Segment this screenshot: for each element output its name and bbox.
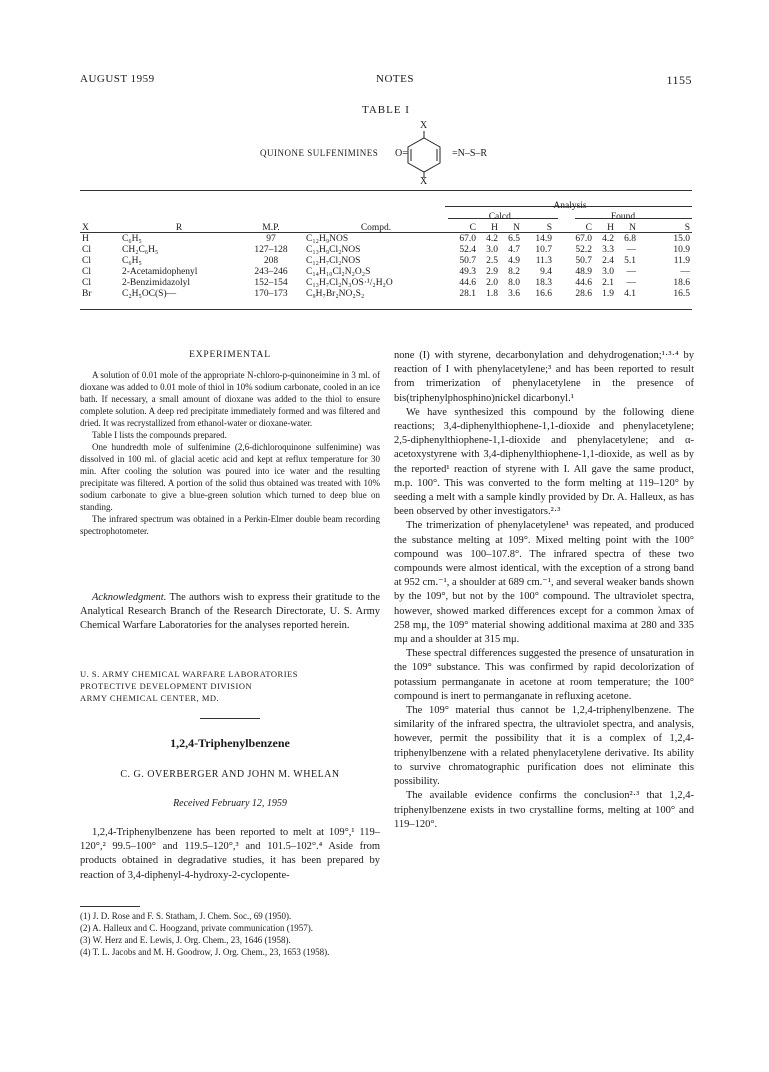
col-header: N — [629, 222, 636, 233]
table-cell: 97 — [266, 233, 276, 244]
experimental-paragraph: Table I lists the compounds prepared. — [92, 430, 227, 440]
col-header: N — [513, 222, 520, 233]
acknowledgment-label: Acknowledgment. — [92, 592, 167, 603]
table-caption: QUINONE SULFENIMINES — [260, 148, 379, 158]
structure-bottom-x: X — [420, 176, 428, 187]
table-cell: 10.9 — [673, 244, 690, 255]
affiliation-line: U. S. ARMY CHEMICAL WARFARE LABORATORIES — [80, 669, 298, 679]
running-header — [80, 73, 692, 87]
table-cell: 127–128 — [254, 244, 288, 255]
table-cell: 9.4 — [540, 266, 552, 277]
table-top-rule — [80, 190, 692, 191]
footnotes — [80, 910, 380, 958]
experimental-paragraph: The infrared spectrum was obtained in a Perkin-Elmer double beam recording spectrophotometer. — [80, 514, 380, 536]
table-cell: 170–173 — [254, 288, 288, 299]
table-cell: 52.4 — [459, 244, 476, 255]
table-row — [80, 277, 692, 288]
col-header: C — [469, 222, 476, 233]
table-cell: Br — [82, 288, 92, 299]
table-cell: — — [626, 266, 636, 277]
footnote: (4) T. L. Jacobs and M. H. Goodrow, J. Org. Chem., 23, 1653 (1958). — [80, 947, 330, 957]
table-title: TABLE I — [362, 104, 410, 116]
col-header: S — [546, 222, 552, 233]
table-cell: 6.8 — [624, 233, 636, 244]
article-divider — [200, 718, 260, 719]
footnote: (1) J. D. Rose and F. S. Statham, J. Chem. Soc., 69 (1950). — [80, 911, 292, 921]
table-cell: Cl — [82, 255, 91, 266]
sulfenimine-table — [80, 200, 692, 299]
table-cell: 243–246 — [254, 266, 288, 277]
table-cell: 16.5 — [673, 288, 690, 299]
table-cell: 10.7 — [535, 244, 552, 255]
table-cell: Cl — [82, 244, 91, 255]
acknowledgment-text: The authors wish to express their gratitude to the Analytical Research Branch of the Research Directorate, U. S. Army Chemical Warfare Laboratories for the analyses reported herein. — [80, 592, 380, 632]
body-paragraph: We have synthesized this compound by the following diene reactions; 3,4-diphenylthiophene-1,1-dioxide and phenylacetylene; 2,5-diphenylthiophene-1,1-dioxide and phenylacetylene; and α-acetoxystyrene with 3,4-diphenylthiophene-1,1-dioxide, as well as by the reported¹ reaction of styrene with I. All gave the same product, m.p. 100°. This was converted to the form melting at 119–120° by seeding a melt with a sample kindly provided by Dr. A. Halleux, as has been observed by other investigators.²·³ — [394, 406, 694, 518]
table-bottom-rule — [80, 309, 692, 310]
table-cell: 18.3 — [535, 277, 552, 288]
experimental-heading: EXPERIMENTAL — [189, 350, 271, 360]
col-header: Compd. — [360, 222, 392, 233]
acknowledgment-section — [80, 591, 380, 634]
body-paragraph: The 109° material thus cannot be 1,2,4-triphenylbenzene. The similarity of the infrared spectra, the ultraviolet spectra, and analysis, however, permit the possibility that it is a complex of 1,2,4-triphenylbenzene with a related phenylacetylene derivative. Its ability to survive chromatographic purification does not eliminate this possibility. — [394, 705, 694, 788]
acknowledgment-paragraph — [80, 591, 380, 634]
article-title: 1,2,4-Triphenylbenzene — [170, 736, 290, 750]
body-paragraph: The available evidence confirms the conclusion²·³ that 1,2,4-triphenylbenzene exists in two crystalline forms, melting at 100° and 119–120°. — [394, 790, 694, 830]
table-cell: 2.1 — [602, 277, 614, 288]
table-cell: 2.4 — [602, 255, 614, 266]
table-cell: H — [82, 233, 89, 244]
table-cell: 2.5 — [486, 255, 498, 266]
table-cell: 44.6 — [575, 277, 592, 288]
table-cell: 4.7 — [508, 244, 520, 255]
analysis-header-row — [80, 200, 692, 211]
table-cell: 44.6 — [459, 277, 476, 288]
footnote: (3) W. Herz and E. Lewis, J. Org. Chem., 23, 1646 (1958). — [80, 935, 291, 945]
table-cell: C₆H₅ — [122, 255, 142, 266]
table-row — [80, 255, 692, 266]
table-cell: 2.9 — [486, 266, 498, 277]
table-cell: 8.0 — [508, 277, 520, 288]
table-cell: 5.1 — [624, 255, 636, 266]
header-date: AUGUST 1959 — [80, 73, 155, 85]
col-header: C — [585, 222, 592, 233]
table-cell: 11.3 — [535, 255, 552, 266]
table-cell: 4.2 — [602, 233, 614, 244]
table-cell: 67.0 — [459, 233, 476, 244]
table-cell: 2-Benzimidazolyl — [122, 277, 191, 288]
table-cell: 28.6 — [575, 288, 592, 299]
body-paragraph: These spectral differences suggested the presence of unsaturation in the 109° substance. This was confirmed by rapid decolorization of potassium permanganate in acetone at room temperature; the 100° compound is inert to permanganate in refluxing acetone. — [394, 648, 694, 702]
calcd-found-header-row — [80, 211, 692, 222]
experimental-paragraph: A solution of 0.01 mole of the appropriate N-chloro-p-quinoneimine in 3 ml. of dioxane was added to 0.01 mole of thiol in 10% sodium carbonate, cooled in an ice bath. If necessary, a small amount of dioxane was added to the thiol to ensure complete solution. A deep red precipitate immediately formed and was filtered and dried. It was recrystallized from ethanol-water or dioxane-water. — [80, 370, 380, 428]
affiliation-line: PROTECTIVE DEVELOPMENT DIVISION — [80, 681, 253, 691]
table-body — [80, 233, 692, 299]
body-paragraph: The trimerization of phenylacetylene¹ was repeated, and produced the substance melting at 109°. Mixed melting point with the 100° compound was 100–107.8°. The infrared spectra of these two compounds were almost identical, with the exception of a strong band at 952 cm.⁻¹, a shoulder at 689 cm.⁻¹, and several weaker bands shown by the 109°, but not by the 100° compound. The ultraviolet spectra, however, showed marked differences except for a common λmax of 258 mμ, the 109° material showing additional maxima at 280 and 335 mμ and a shoulder at 315 mμ. — [394, 520, 694, 646]
table-cell: — — [680, 266, 690, 277]
structure-top-x: X — [420, 120, 428, 131]
table-cell: C₁₂H₉NOS — [306, 233, 349, 244]
table-cell: 50.7 — [575, 255, 592, 266]
col-header: X — [82, 222, 89, 233]
table-cell: 8.2 — [508, 266, 520, 277]
table-cell: C₉H₇Br₂NO₂S₂ — [306, 288, 365, 299]
table-cell: 16.6 — [535, 288, 552, 299]
table-cell: 4.9 — [508, 255, 520, 266]
table-cell: C₂H₅OC(S)— — [122, 288, 177, 299]
table-cell: 4.1 — [624, 288, 636, 299]
footnote: (2) A. Halleux and C. Hoogzand, private communication (1957). — [80, 923, 313, 933]
col-header: H — [491, 222, 498, 233]
table-cell: 6.5 — [508, 233, 520, 244]
table-cell: 3.0 — [486, 244, 498, 255]
table-cell: 49.3 — [459, 266, 476, 277]
table-cell: C₆H₅ — [122, 233, 142, 244]
table-cell: 67.0 — [575, 233, 592, 244]
received-date: Received February 12, 1959 — [173, 798, 287, 809]
table-row — [80, 266, 692, 277]
table-cell: 14.9 — [535, 233, 552, 244]
table-cell: 3.3 — [602, 244, 614, 255]
table-cell: 3.6 — [508, 288, 520, 299]
table-cell: Cl — [82, 277, 91, 288]
table-cell: 4.2 — [486, 233, 498, 244]
structure-right-group: =N–S–R — [452, 148, 488, 159]
right-column — [394, 349, 694, 832]
table-row — [80, 244, 692, 255]
table-cell: Cl — [82, 266, 91, 277]
article-intro — [80, 826, 380, 883]
table-cell: — — [626, 277, 636, 288]
footnote-rule — [80, 906, 140, 907]
col-header: R — [175, 222, 183, 233]
table-cell: C₁₂H₇Cl₂NOS — [306, 255, 361, 266]
affiliation-line: ARMY CHEMICAL CENTER, MD. — [80, 693, 220, 703]
table-cell: 15.0 — [673, 233, 690, 244]
quinone-structure — [260, 118, 560, 190]
analysis-label: Analysis — [553, 200, 587, 211]
experimental-section — [80, 349, 380, 537]
table-cell: 28.1 — [459, 288, 476, 299]
table-cell: 11.9 — [673, 255, 690, 266]
table-row — [80, 288, 692, 299]
table-row — [80, 233, 692, 244]
table-cell: 52.2 — [575, 244, 592, 255]
header-section: NOTES — [376, 73, 414, 85]
table-cell: 50.7 — [459, 255, 476, 266]
table-cell: 1.9 — [602, 288, 614, 299]
table-cell: 2-Acetamidophenyl — [122, 266, 198, 277]
table-cell: 18.6 — [673, 277, 690, 288]
article-authors: C. G. OVERBERGER AND JOHN M. WHELAN — [120, 769, 340, 780]
table-cell: 152–154 — [254, 277, 288, 288]
table-cell: 208 — [263, 255, 279, 266]
column-header-row — [80, 222, 692, 233]
found-label: Found — [610, 211, 636, 222]
table-cell: 48.9 — [575, 266, 592, 277]
body-paragraph: none (I) with styrene, decarbonylation and dehydrogenation;¹·³·⁴ by reaction of I with phenylacetylene;³ and has been reported to result from trimerization of phenylacetylene in the presence of bis(triphenylphosphino)nickel dicarbonyl.¹ — [394, 350, 694, 404]
calcd-label: Calcd. — [488, 211, 514, 222]
experimental-paragraph: One hundredth mole of sulfenimine (2,6-dichloroquinone sulfenimine) was dissolved in 100 ml. of glacial acetic acid and kept at reflux temperature for 30 min. After cooling the solution was poured into ice water and the resulting precipitate was filtered. A portion of the solid thus obtained was treated with 10% sodium carbonate to give a blue-green solution which turned to deep blue on standing. — [80, 442, 380, 512]
table-cell: — — [626, 244, 636, 255]
table-cell: 3.0 — [602, 266, 614, 277]
col-header: M.P. — [262, 222, 280, 233]
table-cell: CH₂C₆H₅ — [122, 244, 159, 255]
table-cell: C₁₃H₇Cl₂N₃OS·¹/₂H₂O — [306, 277, 393, 288]
page-number: 1155 — [666, 73, 692, 87]
table-cell: 1.8 — [486, 288, 498, 299]
table-cell: 2.0 — [486, 277, 498, 288]
col-header: S — [684, 222, 690, 233]
col-header: H — [607, 222, 614, 233]
intro-paragraph: 1,2,4-Triphenylbenzene has been reported to melt at 109°,¹ 119–120°,² 99.5–100° and 119.5–120°,³ and 101.5–102°.⁴ Aside from products obtained in degradative studies, it has been prepared by reaction of 3,4-diphenyl-4-hydroxy-2-cyclopente- — [80, 827, 380, 881]
table-cell: C₁₄H₁₀Cl₂N₂O₂S — [306, 266, 371, 277]
table-cell: C₁₃H₉Cl₂NOS — [306, 244, 361, 255]
structure-left-o: O= — [395, 148, 408, 159]
affiliation — [80, 668, 380, 704]
